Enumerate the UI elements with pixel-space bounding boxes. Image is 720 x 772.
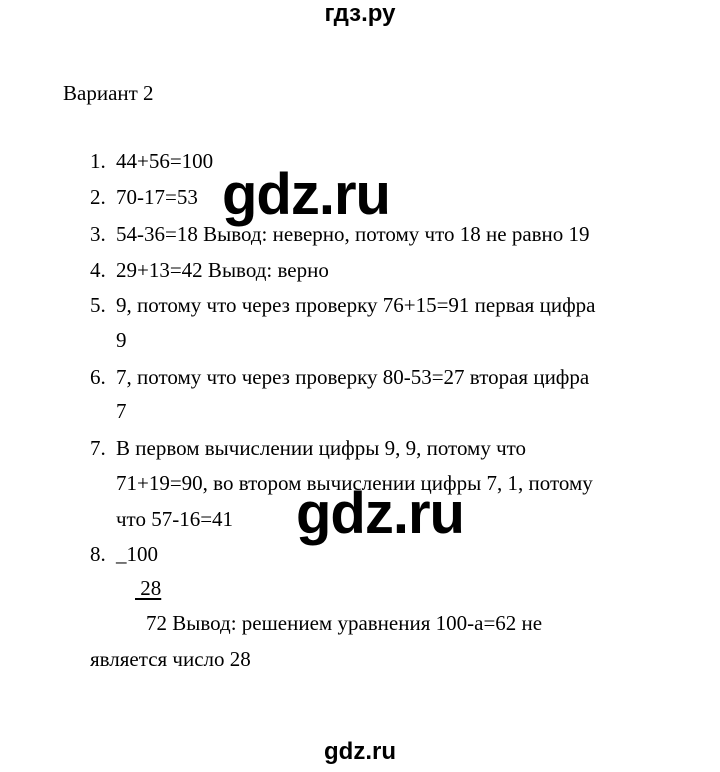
item-text: 7 [116,399,127,423]
item-text: 9, потому что через проверку 76+15=91 первая цифра [116,293,596,317]
subtrahend [135,575,161,601]
item-text: 9 [116,328,127,352]
item-number: 1. [90,149,106,173]
item-text: 7, потому что через проверку 80-53=27 вторая цифра [116,365,590,389]
site-header: гдз.ру [324,0,396,27]
watermark: gdz.ru [296,481,464,546]
item-text: 54-36=18 Вывод: неверно, потому что 18 не равно 19 [116,222,590,246]
item-number: 5. [90,293,106,317]
item-number: 6. [90,365,106,389]
variant-title: Вариант 2 [63,81,154,105]
subtraction-result: 72 Вывод: решением уравнения 100-а=62 не [146,611,543,635]
item-text: _100 [116,542,158,566]
watermark: gdz.ru [222,162,390,227]
site-footer: gdz.ru [324,738,396,765]
item-number: 3. [90,222,106,246]
item-text: 44+56=100 [116,149,214,173]
item-number: 7. [90,436,106,460]
item-text: 70-17=53 [116,185,198,209]
item-text: В первом вычислении цифры 9, 9, потому что [116,436,527,460]
item-number: 8. [90,542,106,566]
item-number: 4. [90,258,106,282]
item-number: 2. [90,185,106,209]
item-text: 71+19=90, во втором вычислении цифры 7, 1, потому [116,471,593,495]
item-text: 29+13=42 Вывод: верно [116,258,329,282]
conclusion-continuation: является число 28 [90,647,251,671]
subtrahend-value: 28 [135,576,162,600]
item-text: что 57-16=41 [116,507,234,531]
